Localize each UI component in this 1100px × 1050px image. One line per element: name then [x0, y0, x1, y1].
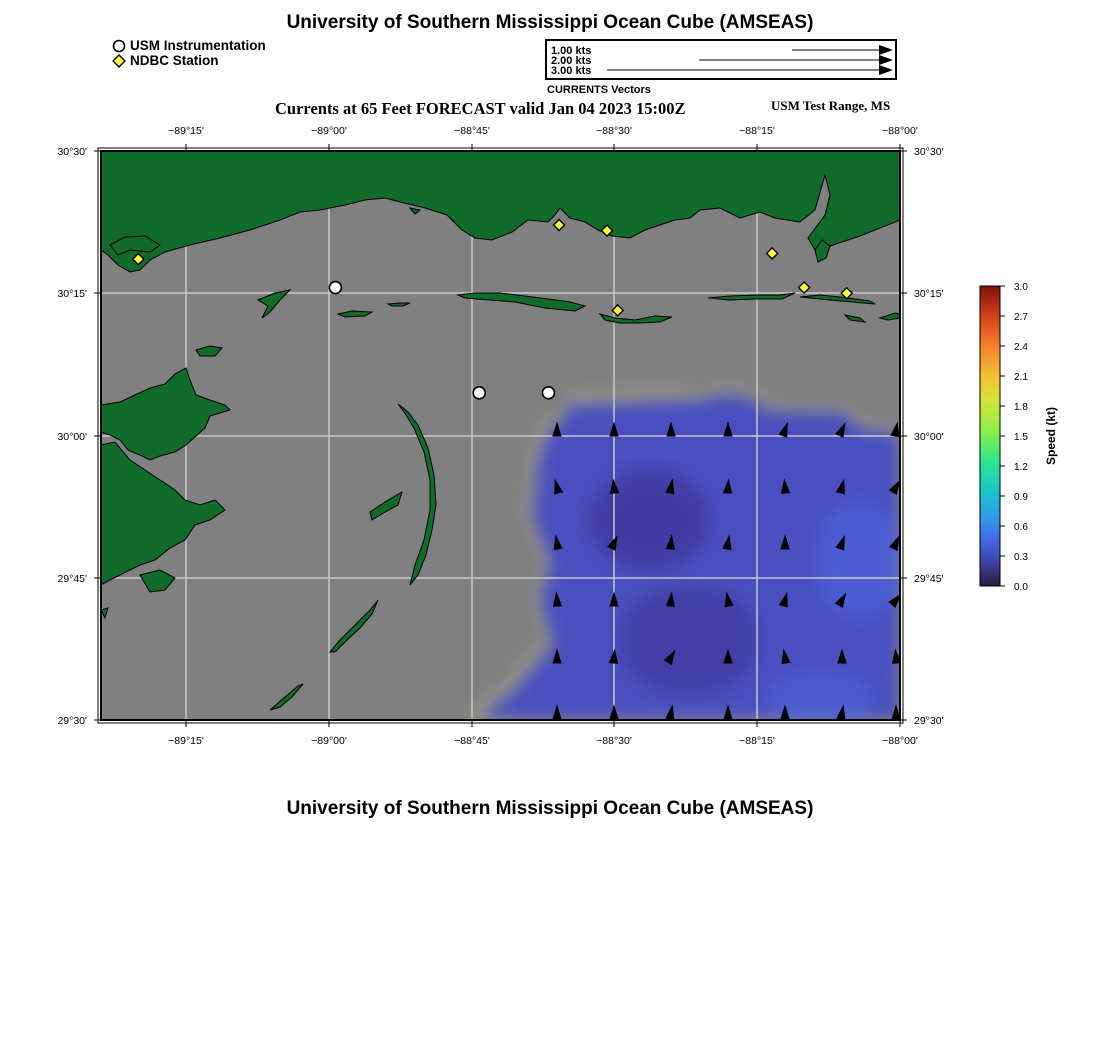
colorbar-tick: 0.3 [1014, 552, 1028, 563]
lat-label: 30°15' [914, 288, 944, 300]
lon-label: −89°00' [311, 735, 347, 747]
colorbar-gradient [980, 286, 1000, 586]
lat-labels-right [914, 146, 944, 727]
colorbar-tick: 0.0 [1014, 582, 1028, 593]
lat-label: 30°00' [57, 431, 87, 443]
lon-label: −88°30' [596, 125, 632, 137]
map-subtitle: Currents at 65 Feet FORECAST valid Jan 04 2023 15:00Z [275, 99, 686, 118]
lon-label: −88°45' [454, 735, 490, 747]
colorbar-tick: 2.7 [1014, 312, 1028, 323]
lon-label: −88°15' [739, 125, 775, 137]
usm-station-marker[interactable] [473, 387, 485, 399]
map-title: University of Southern Mississippi Ocean Cube (AMSEAS) [286, 12, 814, 33]
speed-colorbar [970, 278, 1070, 598]
lat-label: 30°30' [914, 146, 944, 158]
colorbar-label: Speed (kt) [1044, 406, 1058, 466]
colorbar-ticks [1014, 282, 1028, 593]
colorbar-tick: 2.1 [1014, 372, 1028, 383]
usm-station-marker[interactable] [542, 387, 554, 399]
colorbar-tick: 1.5 [1014, 432, 1028, 443]
lon-label: −89°00' [311, 125, 347, 137]
footer-title: University of Southern Mississippi Ocean Cube (AMSEAS) [286, 798, 814, 819]
lat-label: 30°00' [914, 431, 944, 443]
lat-label: 30°15' [57, 288, 87, 300]
lat-labels-left [57, 146, 87, 727]
colorbar-tick: 1.2 [1014, 462, 1028, 473]
ndbc-legend-label: NDBC Station [130, 53, 219, 68]
scale-label-2: 2.00 kts [551, 55, 592, 67]
colorbar-tick: 3.0 [1014, 282, 1028, 293]
lat-label: 29°30' [57, 715, 87, 727]
usm-station-marker[interactable] [329, 282, 341, 294]
scale-caption: CURRENTS Vectors [547, 84, 651, 96]
lon-labels-bottom [168, 735, 918, 747]
lon-label: −89°15' [168, 125, 204, 137]
lon-label: −88°45' [454, 125, 490, 137]
colorbar-tick: 1.8 [1014, 402, 1028, 413]
lat-label: 29°30' [914, 715, 944, 727]
lon-label: −89°15' [168, 735, 204, 747]
scale-label-1: 1.00 kts [551, 45, 592, 57]
colorbar-tick: 2.4 [1014, 342, 1028, 353]
lon-label: −88°15' [739, 735, 775, 747]
scale-label-3: 3.00 kts [551, 65, 592, 77]
colorbar-tick: 0.9 [1014, 492, 1028, 503]
lon-label: −88°00' [882, 735, 918, 747]
lat-label: 30°30' [57, 146, 87, 158]
lon-label: −88°00' [882, 125, 918, 137]
lat-label: 29°45' [57, 573, 87, 585]
colorbar-tick: 0.6 [1014, 522, 1028, 533]
usm-legend-label: USM Instrumentation [130, 38, 266, 53]
lon-labels-top [168, 125, 918, 137]
region-label: USM Test Range, MS [771, 98, 891, 113]
lon-label: −88°30' [596, 735, 632, 747]
lat-label: 29°45' [914, 573, 944, 585]
